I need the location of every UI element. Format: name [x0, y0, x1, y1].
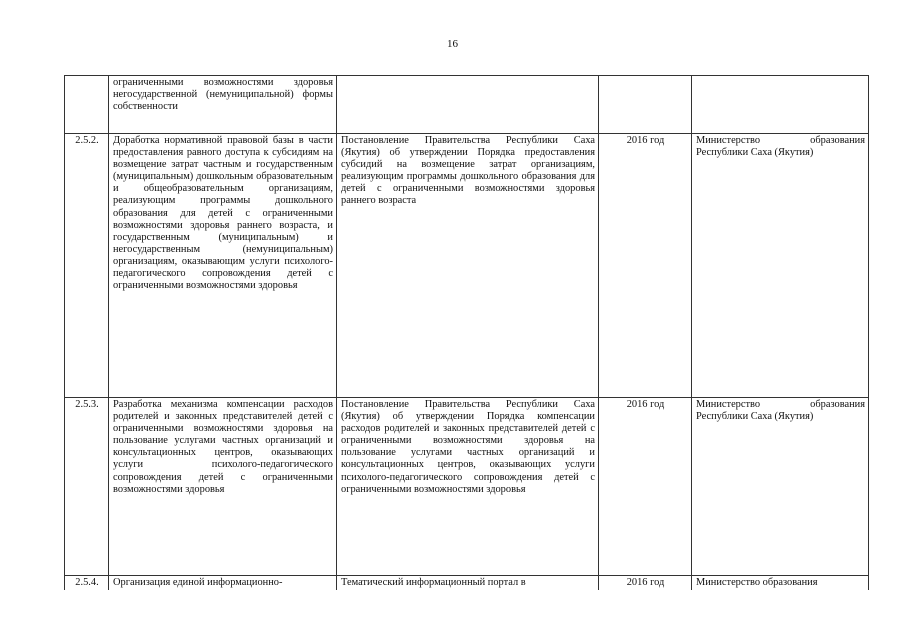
- agency-cell: Министерство образования: [692, 576, 869, 591]
- table-row: [65, 76, 869, 134]
- measure-cell: Разработка механизма компенсации расходов родителей и законных представителей детей с ограниченными возможностями здоровья на пользование услугами частных организаций и консультационных центров, оказывающих услуги психолого-педагогического сопровождения детей с ограниченными возможностями здоровья: [109, 398, 337, 576]
- agency-cell: [692, 76, 869, 134]
- year-cell: 2016 год: [599, 134, 692, 398]
- table-row: [65, 398, 869, 576]
- agency-cell: Министерство образования Республики Саха (Якутия): [692, 134, 869, 398]
- year-cell: 2016 год: [599, 576, 692, 591]
- row-number-cell: 2.5.4.: [65, 576, 109, 591]
- row-number-cell: [65, 76, 109, 134]
- table-row: [65, 134, 869, 398]
- row-number-cell: 2.5.2.: [65, 134, 109, 398]
- measure-cell: Доработка нормативной правовой базы в части предоставления равного доступа к субсидиям на возмещение затрат частным и государственным (муниципальным) дошкольным образовательным и общеобразовательным организациям, реализующим программы дошкольного образования для детей с ограниченными возможностями здоровья раннего возраста, и государственным (муниципальным) и негосударственным (немуниципальным) организациям, оказывающим услуги психолого-педагогического сопровождения детей с ограниченными возможностями здоровья: [109, 134, 337, 398]
- year-cell: [599, 76, 692, 134]
- document-cell: Постановление Правительства Республики Саха (Якутия) об утверждении Порядка предоставления субсидий на возмещение затрат организациям, реализующим программы дошкольного образования для детей с ограниченными возможностями здоровья раннего возраста: [337, 134, 599, 398]
- measures-table: [64, 75, 869, 590]
- agency-cell: Министерство образования Республики Саха (Якутия): [692, 398, 869, 576]
- year-cell: 2016 год: [599, 398, 692, 576]
- measure-cell: ограниченными возможностями здоровья негосударственной (немуниципальной) формы собственности: [109, 76, 337, 134]
- document-cell: Постановление Правительства Республики Саха (Якутия) об утверждении Порядка компенсации расходов родителей и законных представителей детей с ограниченными возможностями здоровья на пользование услугами частных организаций и консультационных центров, оказывающих услуги психолого-педагогического сопровождения детей с ограниченными возможностями здоровья: [337, 398, 599, 576]
- page-number: 16: [447, 38, 458, 50]
- row-number-cell: 2.5.3.: [65, 398, 109, 576]
- measure-cell: Организация единой информационно-: [109, 576, 337, 591]
- table-row: [65, 576, 869, 591]
- document-cell: [337, 76, 599, 134]
- document-cell: Тематический информационный портал в: [337, 576, 599, 591]
